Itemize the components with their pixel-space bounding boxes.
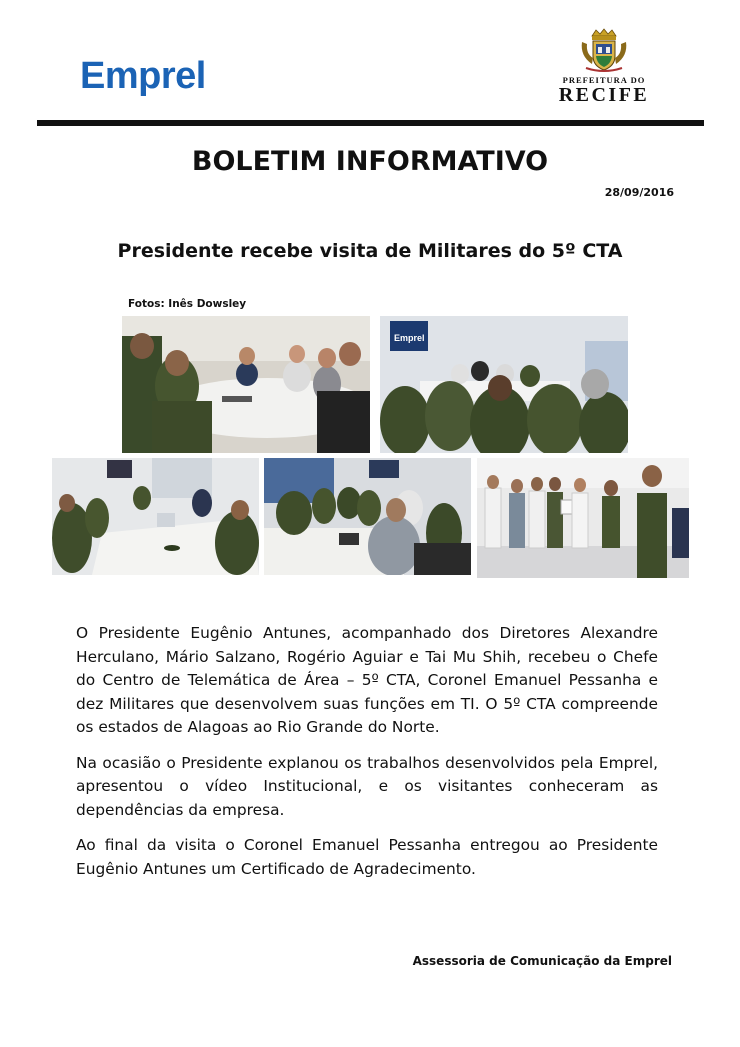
document-date: 28/09/2016: [604, 186, 674, 199]
meeting-table-photo: [122, 316, 370, 453]
article-body: [76, 622, 658, 893]
news-headline: Presidente recebe visita de Militares do 5º CTA: [117, 240, 623, 262]
photo-credit: Fotos: Inês Dowsley: [128, 298, 247, 310]
emprel-logo: Emprel: [80, 55, 206, 97]
prefeitura-label: PREFEITURA DO: [562, 75, 646, 85]
signature: Assessoria de Comunicação da Emprel: [412, 954, 672, 968]
recife-crest-icon: [578, 28, 630, 74]
meeting-screen-photo: [380, 316, 628, 453]
header-divider: [37, 120, 704, 126]
paragraph-3: Ao final da visita o Coronel Emanuel Pessanha entregou ao Presidente Eugênio Antunes um Certificado de Agradecimento.: [76, 836, 658, 878]
meeting-laptops-photo: [52, 458, 259, 575]
paragraph-1: O Presidente Eugênio Antunes, acompanhado dos Diretores Alexandre Herculano, Mário Salzano, Rogério Aguiar e Tai Mu Shih, recebeu o Chefe do Centro de Telemática de Área – 5º CTA, Coronel Emanuel Pessanha e dez Militares que desenvolvem suas funções em TI. O 5º CTA compreende os estados de Alagoas ao Rio Grande do Norte.: [76, 624, 658, 736]
recife-label: RECIFE: [558, 84, 650, 106]
paragraph-2: Na ocasião o Presidente explanou os trabalhos desenvolvidos pela Emprel, apresentou o vídeo Institucional, e os visitantes conheceram as dependências da empresa.: [76, 753, 658, 819]
meeting-group-photo: [264, 458, 471, 575]
prefeitura-recife-logo: [548, 28, 660, 108]
certificate-photo: [477, 458, 689, 578]
screen-emprel-label: Emprel: [394, 333, 425, 343]
document-title: BOLETIM INFORMATIVO: [191, 146, 549, 177]
